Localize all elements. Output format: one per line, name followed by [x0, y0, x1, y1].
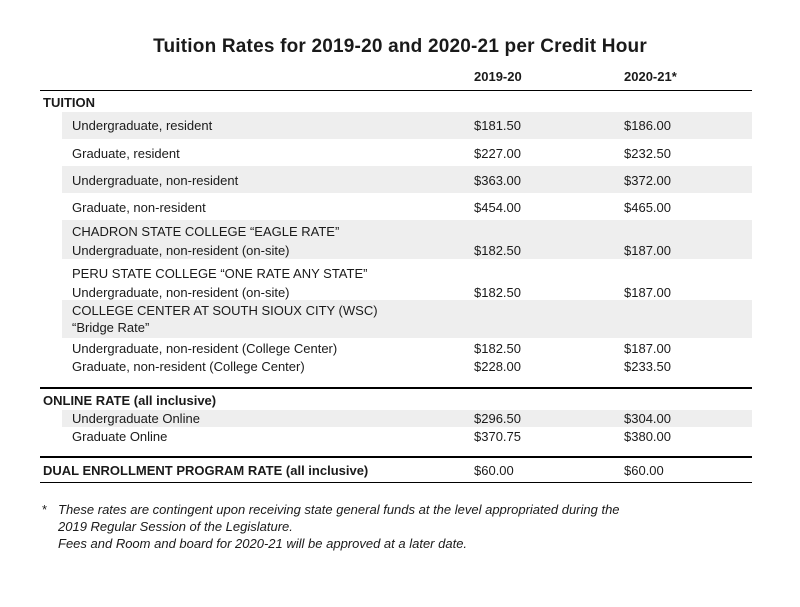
rate-2019-20: $370.75: [474, 429, 521, 444]
section-heading-dual-enrollment: DUAL ENROLLMENT PROGRAM RATE (all inclusive): [43, 463, 369, 478]
row-label: Undergraduate, resident: [72, 118, 213, 133]
footnote-marker: *: [42, 502, 48, 517]
section-divider: [40, 387, 752, 389]
rate-2019-20: $60.00: [474, 463, 514, 478]
section-heading-tuition: TUITION: [43, 95, 95, 110]
subsection-heading-peru: PERU STATE COLLEGE “ONE RATE ANY STATE”: [72, 266, 368, 281]
footnote-line: These rates are contingent upon receiving state general funds at the level appropriated during the: [58, 502, 620, 517]
subsection-subheading-bridge-rate: “Bridge Rate”: [72, 320, 150, 335]
rate-2019-20: $296.50: [474, 411, 521, 426]
rate-2020-21: $187.00: [624, 341, 671, 356]
rate-2020-21: $187.00: [624, 285, 671, 300]
subsection-heading-college-center: COLLEGE CENTER AT SOUTH SIOUX CITY (WSC): [72, 303, 378, 318]
footnote: [42, 501, 762, 552]
page-title: Tuition Rates for 2019-20 and 2020-21 per Credit Hour: [153, 36, 647, 57]
rate-2019-20: $454.00: [474, 200, 521, 215]
rate-2019-20: $227.00: [474, 146, 521, 161]
subsection-heading-chadron: CHADRON STATE COLLEGE “EAGLE RATE”: [72, 224, 340, 239]
table-bottom-rule: [40, 482, 752, 483]
row-label: Graduate Online: [72, 429, 168, 444]
rate-2019-20: $228.00: [474, 359, 521, 374]
header-divider: [40, 90, 752, 91]
rate-2019-20: $182.50: [474, 341, 521, 356]
rate-2020-21: $232.50: [624, 146, 671, 161]
rate-2020-21: $186.00: [624, 118, 671, 133]
row-label: Graduate, non-resident: [72, 200, 206, 215]
section-heading-online: ONLINE RATE (all inclusive): [43, 393, 217, 408]
column-header-2019-20: 2019-20: [474, 69, 522, 84]
row-label: Undergraduate, non-resident (on-site): [72, 285, 290, 300]
rate-2020-21: $304.00: [624, 411, 671, 426]
row-label: Undergraduate, non-resident (on-site): [72, 243, 290, 258]
column-header-2020-21: 2020-21*: [624, 69, 677, 84]
footnote-line: Fees and Room and board for 2020-21 will be approved at a later date.: [58, 536, 468, 551]
rate-2019-20: $182.50: [474, 243, 521, 258]
rate-2020-21: $60.00: [624, 463, 664, 478]
rate-2020-21: $465.00: [624, 200, 671, 215]
section-divider: [40, 456, 752, 458]
row-label: Undergraduate, non-resident (College Center): [72, 341, 338, 356]
rate-2020-21: $380.00: [624, 429, 671, 444]
rate-2019-20: $363.00: [474, 173, 521, 188]
row-label: Graduate, resident: [72, 146, 180, 161]
rate-2019-20: $182.50: [474, 285, 521, 300]
row-label: Undergraduate Online: [72, 411, 200, 426]
rate-2020-21: $187.00: [624, 243, 671, 258]
row-label: Graduate, non-resident (College Center): [72, 359, 305, 374]
rate-2020-21: $233.50: [624, 359, 671, 374]
rate-2020-21: $372.00: [624, 173, 671, 188]
footnote-line: 2019 Regular Session of the Legislature.: [58, 519, 293, 534]
rate-2019-20: $181.50: [474, 118, 521, 133]
row-label: Undergraduate, non-resident: [72, 173, 239, 188]
